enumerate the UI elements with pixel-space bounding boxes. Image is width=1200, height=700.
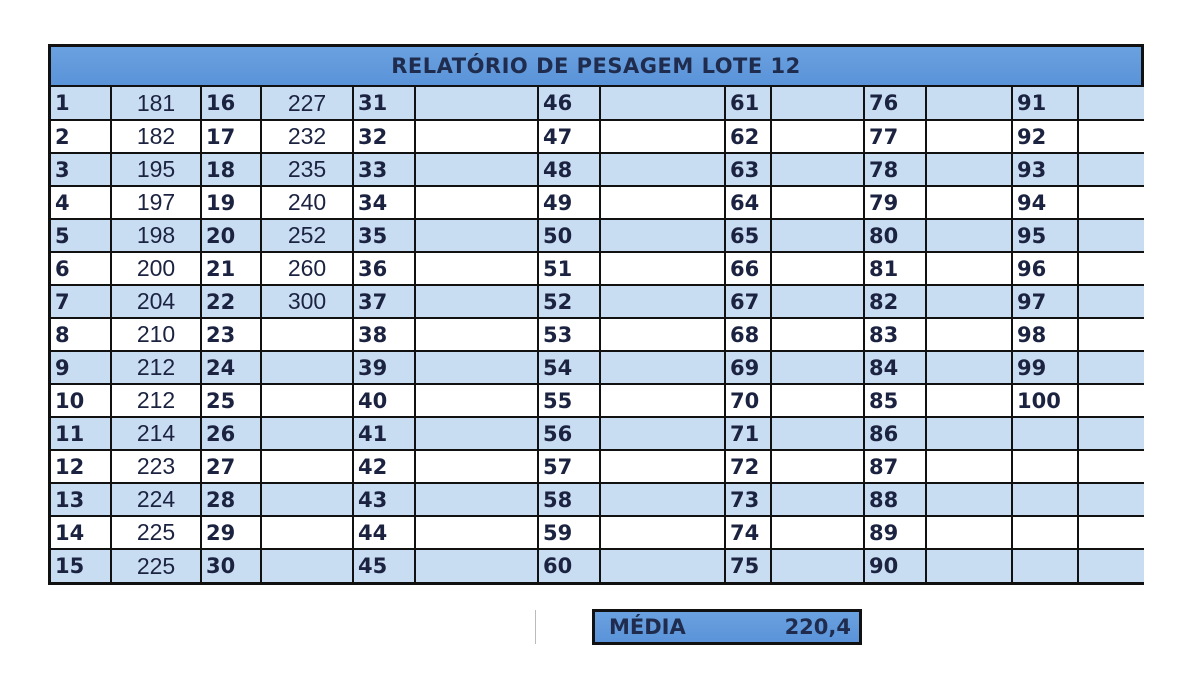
- weight-cell: [771, 384, 864, 417]
- item-number-cell: 92: [1012, 120, 1078, 153]
- item-number-cell: 14: [51, 516, 111, 549]
- item-number-cell: 19: [201, 186, 261, 219]
- weight-cell: [415, 219, 538, 252]
- item-number-cell: [1012, 483, 1078, 516]
- item-number-cell: 48: [538, 153, 600, 186]
- item-number-cell: 56: [538, 417, 600, 450]
- item-number-cell: 62: [725, 120, 771, 153]
- weight-cell: 227: [261, 87, 353, 120]
- table-row: [51, 516, 1144, 549]
- item-number-cell: 49: [538, 186, 600, 219]
- item-number-cell: 55: [538, 384, 600, 417]
- item-number-cell: 42: [353, 450, 415, 483]
- average-label: MÉDIA: [609, 615, 686, 639]
- item-number-cell: 64: [725, 186, 771, 219]
- item-number-cell: 63: [725, 153, 771, 186]
- weight-cell: [415, 450, 538, 483]
- table-row: [51, 450, 1144, 483]
- weight-cell: [926, 186, 1012, 219]
- item-number-cell: 76: [864, 87, 926, 120]
- table-row: [51, 153, 1144, 186]
- weight-cell: [771, 285, 864, 318]
- item-number-cell: 70: [725, 384, 771, 417]
- weight-cell: 223: [111, 450, 201, 483]
- weight-cell: [415, 516, 538, 549]
- weight-cell: [600, 219, 725, 252]
- weight-cell: [261, 483, 353, 516]
- item-number-cell: 18: [201, 153, 261, 186]
- item-number-cell: 91: [1012, 87, 1078, 120]
- item-number-cell: 6: [51, 252, 111, 285]
- item-number-cell: 89: [864, 516, 926, 549]
- weight-cell: [261, 384, 353, 417]
- item-number-cell: 82: [864, 285, 926, 318]
- item-number-cell: 98: [1012, 318, 1078, 351]
- weight-cell: [261, 549, 353, 582]
- weight-cell: [415, 351, 538, 384]
- weight-cell: [1078, 285, 1144, 318]
- item-number-cell: 12: [51, 450, 111, 483]
- item-number-cell: 3: [51, 153, 111, 186]
- item-number-cell: 20: [201, 219, 261, 252]
- weight-cell: [415, 153, 538, 186]
- item-number-cell: 31: [353, 87, 415, 120]
- item-number-cell: 96: [1012, 252, 1078, 285]
- item-number-cell: 86: [864, 417, 926, 450]
- table-row: [51, 285, 1144, 318]
- item-number-cell: 99: [1012, 351, 1078, 384]
- item-number-cell: 74: [725, 516, 771, 549]
- weight-cell: 240: [261, 186, 353, 219]
- item-number-cell: 83: [864, 318, 926, 351]
- item-number-cell: 32: [353, 120, 415, 153]
- item-number-cell: 50: [538, 219, 600, 252]
- item-number-cell: 44: [353, 516, 415, 549]
- weight-cell: [771, 483, 864, 516]
- item-number-cell: 54: [538, 351, 600, 384]
- weight-cell: [771, 153, 864, 186]
- weight-cell: 235: [261, 153, 353, 186]
- weight-cell: [771, 516, 864, 549]
- item-number-cell: 59: [538, 516, 600, 549]
- average-value: 220,4: [784, 615, 851, 639]
- weight-cell: [1078, 549, 1144, 582]
- weight-cell: [926, 87, 1012, 120]
- item-number-cell: 60: [538, 549, 600, 582]
- item-number-cell: [1012, 417, 1078, 450]
- item-number-cell: 85: [864, 384, 926, 417]
- item-number-cell: 13: [51, 483, 111, 516]
- table-row: [51, 384, 1144, 417]
- weight-cell: [926, 351, 1012, 384]
- item-number-cell: 68: [725, 318, 771, 351]
- item-number-cell: [1012, 516, 1078, 549]
- weight-cell: [261, 318, 353, 351]
- weight-cell: 232: [261, 120, 353, 153]
- item-number-cell: 2: [51, 120, 111, 153]
- table-row: [51, 351, 1144, 384]
- weight-cell: [600, 516, 725, 549]
- item-number-cell: 53: [538, 318, 600, 351]
- weight-cell: [600, 483, 725, 516]
- weight-cell: [1078, 516, 1144, 549]
- weight-cell: [415, 417, 538, 450]
- item-number-cell: 34: [353, 186, 415, 219]
- weight-cell: [415, 384, 538, 417]
- weight-cell: [926, 417, 1012, 450]
- item-number-cell: 93: [1012, 153, 1078, 186]
- weight-cell: 195: [111, 153, 201, 186]
- weight-cell: [261, 516, 353, 549]
- item-number-cell: 90: [864, 549, 926, 582]
- weight-cell: [600, 186, 725, 219]
- item-number-cell: 28: [201, 483, 261, 516]
- item-number-cell: 52: [538, 285, 600, 318]
- item-number-cell: 95: [1012, 219, 1078, 252]
- weight-cell: [600, 417, 725, 450]
- item-number-cell: 100: [1012, 384, 1078, 417]
- item-number-cell: 24: [201, 351, 261, 384]
- item-number-cell: 80: [864, 219, 926, 252]
- weight-cell: [1078, 219, 1144, 252]
- item-number-cell: 40: [353, 384, 415, 417]
- item-number-cell: 58: [538, 483, 600, 516]
- weight-cell: 225: [111, 549, 201, 582]
- item-number-cell: 27: [201, 450, 261, 483]
- item-number-cell: 78: [864, 153, 926, 186]
- item-number-cell: 30: [201, 549, 261, 582]
- weight-cell: [261, 417, 353, 450]
- item-number-cell: 37: [353, 285, 415, 318]
- item-number-cell: 97: [1012, 285, 1078, 318]
- weight-cell: 197: [111, 186, 201, 219]
- weight-cell: [771, 87, 864, 120]
- item-number-cell: 7: [51, 285, 111, 318]
- weight-cell: [1078, 120, 1144, 153]
- item-number-cell: 5: [51, 219, 111, 252]
- item-number-cell: 36: [353, 252, 415, 285]
- weight-cell: [771, 417, 864, 450]
- table-row: [51, 483, 1144, 516]
- item-number-cell: 46: [538, 87, 600, 120]
- weight-cell: [415, 318, 538, 351]
- item-number-cell: 75: [725, 549, 771, 582]
- weight-cell: [926, 252, 1012, 285]
- weight-cell: [415, 483, 538, 516]
- item-number-cell: 29: [201, 516, 261, 549]
- item-number-cell: 81: [864, 252, 926, 285]
- weight-cell: [1078, 186, 1144, 219]
- item-number-cell: 1: [51, 87, 111, 120]
- weight-cell: [771, 120, 864, 153]
- weight-cell: [926, 549, 1012, 582]
- item-number-cell: 9: [51, 351, 111, 384]
- weight-cell: [1078, 417, 1144, 450]
- weight-cell: [926, 120, 1012, 153]
- item-number-cell: 47: [538, 120, 600, 153]
- weight-cell: 224: [111, 483, 201, 516]
- item-number-cell: 21: [201, 252, 261, 285]
- weight-cell: [771, 186, 864, 219]
- weight-cell: [600, 120, 725, 153]
- weight-cell: [1078, 318, 1144, 351]
- table-row: [51, 252, 1144, 285]
- weight-cell: 181: [111, 87, 201, 120]
- weight-cell: [771, 219, 864, 252]
- weight-cell: [600, 252, 725, 285]
- weight-cell: [600, 285, 725, 318]
- weight-cell: [926, 483, 1012, 516]
- item-number-cell: 84: [864, 351, 926, 384]
- item-number-cell: 17: [201, 120, 261, 153]
- weight-cell: [1078, 351, 1144, 384]
- item-number-cell: 51: [538, 252, 600, 285]
- weighing-report-table: [48, 44, 1144, 585]
- weights-grid: [51, 87, 1144, 582]
- weight-cell: 260: [261, 252, 353, 285]
- item-number-cell: 16: [201, 87, 261, 120]
- item-number-cell: 11: [51, 417, 111, 450]
- item-number-cell: 38: [353, 318, 415, 351]
- weight-cell: [771, 549, 864, 582]
- weight-cell: 200: [111, 252, 201, 285]
- weight-cell: [415, 186, 538, 219]
- table-row: [51, 417, 1144, 450]
- table-row: [51, 549, 1144, 582]
- weight-cell: [1078, 384, 1144, 417]
- item-number-cell: 10: [51, 384, 111, 417]
- weight-cell: [771, 450, 864, 483]
- item-number-cell: 22: [201, 285, 261, 318]
- weight-cell: 198: [111, 219, 201, 252]
- weight-cell: [600, 450, 725, 483]
- table-row: [51, 186, 1144, 219]
- weight-cell: [926, 219, 1012, 252]
- item-number-cell: 77: [864, 120, 926, 153]
- weight-cell: [600, 384, 725, 417]
- item-number-cell: 94: [1012, 186, 1078, 219]
- weight-cell: [1078, 483, 1144, 516]
- item-number-cell: 72: [725, 450, 771, 483]
- item-number-cell: 57: [538, 450, 600, 483]
- weight-cell: [415, 549, 538, 582]
- weight-cell: [415, 87, 538, 120]
- weight-cell: 214: [111, 417, 201, 450]
- weight-cell: [600, 153, 725, 186]
- item-number-cell: 35: [353, 219, 415, 252]
- weight-cell: [261, 351, 353, 384]
- weight-cell: [926, 318, 1012, 351]
- weight-cell: [771, 252, 864, 285]
- table-row: [51, 120, 1144, 153]
- report-title: RELATÓRIO DE PESAGEM LOTE 12: [51, 47, 1141, 87]
- weight-cell: [600, 318, 725, 351]
- weight-cell: [1078, 87, 1144, 120]
- item-number-cell: 79: [864, 186, 926, 219]
- weight-cell: 225: [111, 516, 201, 549]
- weight-cell: 212: [111, 384, 201, 417]
- item-number-cell: 67: [725, 285, 771, 318]
- weight-cell: [926, 516, 1012, 549]
- item-number-cell: 73: [725, 483, 771, 516]
- item-number-cell: 43: [353, 483, 415, 516]
- weight-cell: 204: [111, 285, 201, 318]
- weight-cell: [415, 285, 538, 318]
- item-number-cell: 88: [864, 483, 926, 516]
- weight-cell: [926, 384, 1012, 417]
- table-row: [51, 219, 1144, 252]
- weight-cell: 300: [261, 285, 353, 318]
- item-number-cell: 25: [201, 384, 261, 417]
- weight-cell: 182: [111, 120, 201, 153]
- weight-cell: [600, 87, 725, 120]
- cell-divider-line: [535, 610, 536, 644]
- weight-cell: [1078, 153, 1144, 186]
- weight-cell: 210: [111, 318, 201, 351]
- item-number-cell: 61: [725, 87, 771, 120]
- table-row: [51, 318, 1144, 351]
- item-number-cell: [1012, 450, 1078, 483]
- weight-cell: [926, 153, 1012, 186]
- item-number-cell: 65: [725, 219, 771, 252]
- weight-cell: [415, 252, 538, 285]
- weight-cell: [600, 549, 725, 582]
- weight-cell: [261, 450, 353, 483]
- item-number-cell: 8: [51, 318, 111, 351]
- weight-cell: [926, 450, 1012, 483]
- item-number-cell: 39: [353, 351, 415, 384]
- item-number-cell: 23: [201, 318, 261, 351]
- weight-cell: [1078, 252, 1144, 285]
- average-box: [592, 609, 862, 645]
- weight-cell: 212: [111, 351, 201, 384]
- item-number-cell: 26: [201, 417, 261, 450]
- item-number-cell: 33: [353, 153, 415, 186]
- item-number-cell: 66: [725, 252, 771, 285]
- item-number-cell: 69: [725, 351, 771, 384]
- item-number-cell: 15: [51, 549, 111, 582]
- weight-cell: [926, 285, 1012, 318]
- weight-cell: 252: [261, 219, 353, 252]
- weight-cell: [415, 120, 538, 153]
- weight-cell: [600, 351, 725, 384]
- item-number-cell: [1012, 549, 1078, 582]
- weight-cell: [1078, 450, 1144, 483]
- item-number-cell: 4: [51, 186, 111, 219]
- item-number-cell: 71: [725, 417, 771, 450]
- table-row: [51, 87, 1144, 120]
- weight-cell: [771, 318, 864, 351]
- item-number-cell: 41: [353, 417, 415, 450]
- item-number-cell: 45: [353, 549, 415, 582]
- weight-cell: [771, 351, 864, 384]
- item-number-cell: 87: [864, 450, 926, 483]
